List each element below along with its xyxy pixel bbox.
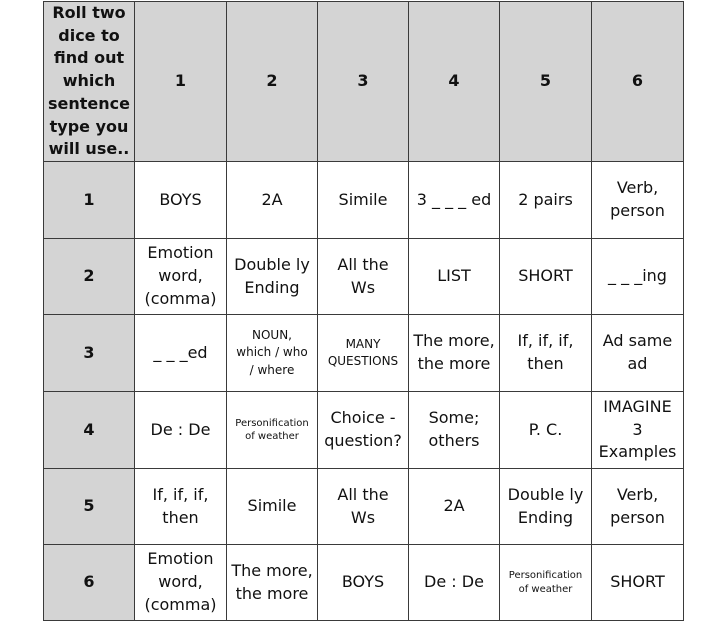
cell-1-2: 2A xyxy=(227,162,318,239)
cell-6-5: Personification of weather xyxy=(500,545,592,621)
table-row-6 xyxy=(44,545,684,621)
column-header-6: 6 xyxy=(592,2,684,162)
cell-6-3: BOYS xyxy=(318,545,409,621)
cell-6-1: Emotion word, (comma) xyxy=(135,545,227,621)
cell-3-3: MANY QUESTIONS xyxy=(318,315,409,392)
cell-4-5: P. C. xyxy=(500,392,592,469)
table-row-1 xyxy=(44,162,684,239)
row-header-4: 4 xyxy=(44,392,135,469)
header-row xyxy=(44,2,684,162)
cell-6-4: De : De xyxy=(409,545,500,621)
column-header-2: 2 xyxy=(227,2,318,162)
cell-2-2: Double ly Ending xyxy=(227,239,318,315)
cell-5-1: If, if, if, then xyxy=(135,469,227,545)
table-row-4 xyxy=(44,392,684,469)
table-row-5 xyxy=(44,469,684,545)
cell-1-5: 2 pairs xyxy=(500,162,592,239)
cell-2-5: SHORT xyxy=(500,239,592,315)
cell-2-3: All the Ws xyxy=(318,239,409,315)
cell-2-6: _ _ _ing xyxy=(592,239,684,315)
cell-3-6: Ad same ad xyxy=(592,315,684,392)
cell-4-2: Personification of weather xyxy=(227,392,318,469)
cell-5-4: 2A xyxy=(409,469,500,545)
row-header-2: 2 xyxy=(44,239,135,315)
row-header-3: 3 xyxy=(44,315,135,392)
column-header-5: 5 xyxy=(500,2,592,162)
table-row-3 xyxy=(44,315,684,392)
column-header-4: 4 xyxy=(409,2,500,162)
dice-sentence-grid xyxy=(43,1,684,621)
cell-4-3: Choice - question? xyxy=(318,392,409,469)
row-header-6: 6 xyxy=(44,545,135,621)
cell-3-5: If, if, if, then xyxy=(500,315,592,392)
cell-1-4: 3 _ _ _ ed xyxy=(409,162,500,239)
column-header-3: 3 xyxy=(318,2,409,162)
cell-5-3: All the Ws xyxy=(318,469,409,545)
row-header-5: 5 xyxy=(44,469,135,545)
cell-4-4: Some; others xyxy=(409,392,500,469)
cell-1-3: Simile xyxy=(318,162,409,239)
column-header-1: 1 xyxy=(135,2,227,162)
cell-5-2: Simile xyxy=(227,469,318,545)
cell-3-1: _ _ _ed xyxy=(135,315,227,392)
cell-4-6: IMAGINE 3 Examples xyxy=(592,392,684,469)
table-row-2 xyxy=(44,239,684,315)
instructions-label: Roll two dice to find out which sentence type you will use.. xyxy=(44,2,135,162)
cell-3-4: The more, the more xyxy=(409,315,500,392)
row-header-1: 1 xyxy=(44,162,135,239)
cell-2-1: Emotion word, (comma) xyxy=(135,239,227,315)
cell-1-6: Verb, person xyxy=(592,162,684,239)
cell-3-2: NOUN, which / who / where xyxy=(227,315,318,392)
cell-2-4: LIST xyxy=(409,239,500,315)
cell-4-1: De : De xyxy=(135,392,227,469)
cell-5-6: Verb, person xyxy=(592,469,684,545)
cell-6-2: The more, the more xyxy=(227,545,318,621)
cell-5-5: Double ly Ending xyxy=(500,469,592,545)
cell-6-6: SHORT xyxy=(592,545,684,621)
cell-1-1: BOYS xyxy=(135,162,227,239)
